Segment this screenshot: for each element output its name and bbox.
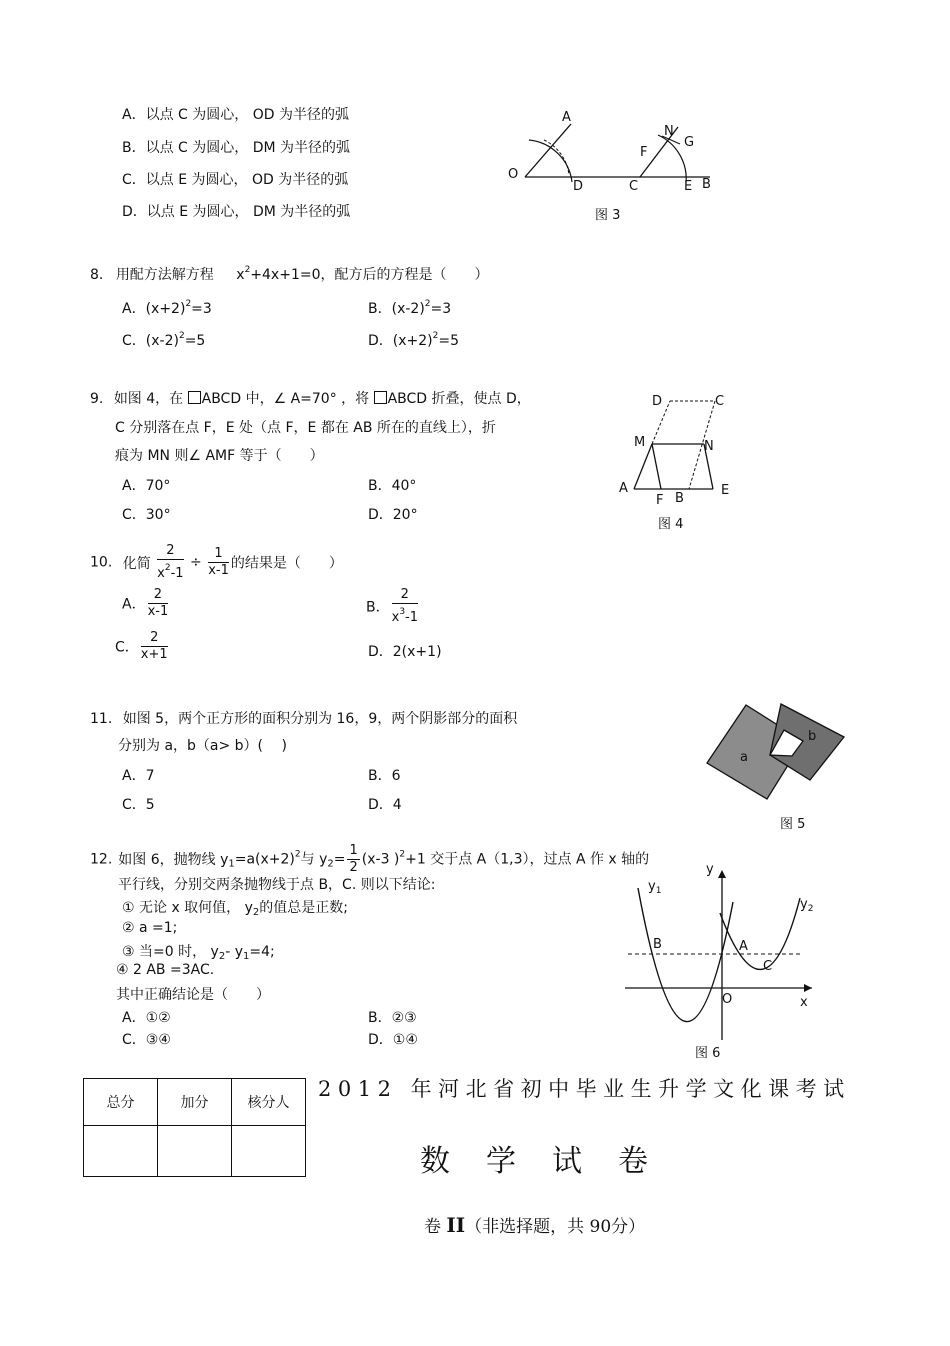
q8-eq-rest: +4x+1=0，配方后的方程是（ ）: [250, 267, 489, 283]
q8-option-c: C．$(x-2)^2=5$: [122, 331, 206, 349]
q10-stem: 10. 化简 $\frac{2}{x^2-1}$ ÷ $\frac{1}{x-1}$ 的结果是（ ）: [90, 543, 343, 581]
q8-option-b: B．$(x-2)^2=3$: [368, 299, 452, 317]
score-cell-checker: [232, 1126, 306, 1177]
score-header-checker: 核分人: [232, 1079, 306, 1126]
q8-number: 8.: [90, 267, 104, 283]
fig6-label-x-axis: x: [800, 995, 808, 1010]
q7-option-d: D．以点 E 为圆心， DM 为半径的弧: [122, 204, 351, 220]
q11-line-1: 11. 如图 5，两个正方形的面积分别为 16，9，两个阴影部分的面积: [90, 711, 518, 727]
q12-ask: 其中正确结论是（ ）: [116, 987, 270, 1003]
q10-option-a: A． $\frac{2}{x-1}$: [122, 587, 169, 619]
q11-option-a: A．7: [122, 768, 155, 784]
q12-line-1: 12. 如图 6，抛物线 $y_1=a(x+2)^2$与 $y_2=$ $\frac{1}{2}$ (x-3 )$^2$+1 交于点 A（1,3），过点 A 作 x 轴的: [90, 843, 650, 875]
fig3-label-a: A: [562, 110, 571, 125]
fig3-label-e: E: [684, 179, 693, 194]
q10-fraction-2: $\frac{1}{x-1}$: [208, 546, 229, 578]
q12-conclusion-4: ④ 2 AB =3AC.: [116, 962, 215, 978]
fig3-label-b: B: [702, 177, 711, 192]
q12-fraction: $\frac{1}{2}$: [349, 843, 358, 875]
fig6-label-y2: $y_2$: [800, 897, 814, 914]
fig4-label-m: M: [634, 435, 646, 450]
fig4-label-c: C: [715, 394, 725, 409]
fig3-label-n: N: [664, 124, 674, 139]
fig6-label-y-axis: y: [706, 862, 714, 877]
q12-option-c: C．③④: [122, 1032, 171, 1048]
q8-option-a: A．$(x+2)^2=3$: [122, 299, 212, 317]
fig4-label-e: E: [721, 483, 730, 498]
exam-subject: 数学试卷: [420, 1144, 684, 1179]
q9-line-3: 痕为 MN 则∠ AMF 等于（ ）: [115, 448, 324, 464]
score-header-bonus: 加分: [158, 1079, 232, 1126]
q8-eq-base: x: [236, 267, 245, 283]
fig4-caption: 图 4: [658, 517, 684, 532]
exam-title: 2012 年河北省初中毕业生升学文化课考试: [318, 1077, 851, 1101]
fig6-caption: 图 6: [695, 1046, 721, 1061]
exam-part-desc: （非选择题，共 90分）: [465, 1217, 646, 1237]
q12-number: 12.: [90, 851, 113, 868]
divide-sign: ÷: [190, 554, 202, 571]
fig3-label-g: G: [684, 135, 695, 150]
q11-option-c: C．5: [122, 797, 155, 813]
q11-line-2: 分别为 a，b（a> b）( ): [118, 738, 287, 754]
score-cell-total: [84, 1126, 158, 1177]
figure-4: [612, 388, 742, 538]
score-header-total: 总分: [84, 1079, 158, 1126]
q11-number: 11.: [90, 711, 113, 727]
q8-eq-exp: 2: [244, 265, 251, 275]
figure-6: [620, 858, 820, 1068]
q12-conclusion-3: ③ 当=0 时， $y_2-$ $y_1=4$;: [122, 944, 275, 962]
fig5-label-a: a: [740, 750, 748, 765]
figure-3: [500, 100, 730, 230]
parallelogram-icon: [374, 391, 387, 404]
fig3-label-d: D: [573, 179, 584, 194]
score-cell-bonus: [158, 1126, 232, 1177]
exam-part: [424, 1212, 645, 1237]
q9-number: 9.: [90, 391, 104, 407]
fig4-label-b: B: [675, 491, 684, 506]
score-table: [83, 1078, 306, 1177]
fig4-label-d: D: [652, 394, 663, 409]
fig6-parabola-y1: [638, 888, 733, 1022]
fig6-label-c: C: [763, 959, 773, 974]
q9-option-a: A．70°: [122, 478, 171, 494]
q9-option-d: D．20°: [368, 507, 418, 523]
q12-line-2: 平行线，分别交两条抛物线于点 B，C. 则以下结论:: [118, 877, 436, 893]
fig4-label-n: N: [704, 439, 714, 454]
q9-option-c: C．30°: [122, 507, 171, 523]
q7-option-a: A．以点 C 为圆心， OD 为半径的弧: [122, 107, 349, 123]
fig5-label-b: b: [808, 729, 817, 744]
q9-line-1: 9. 如图 4，在 ABCD 中，∠ A=70° ，将 ABCD 折叠，使点 D，: [90, 391, 531, 407]
q10-option-c: C． $\frac{2}{x+1}$: [115, 630, 168, 662]
exam-part-number: II: [446, 1213, 466, 1237]
q9-option-b: B．40°: [368, 478, 417, 494]
q12-option-d: D．①④: [368, 1032, 418, 1048]
fig6-label-o: O: [722, 992, 733, 1007]
fig3-caption: 图 3: [595, 208, 621, 223]
fig4-label-a: A: [619, 481, 628, 496]
fig6-label-b: B: [653, 937, 662, 952]
q12-option-a: A．①②: [122, 1010, 171, 1026]
fig3-label-f: F: [640, 145, 648, 160]
q12-conclusion-2: ② a =1;: [122, 920, 178, 936]
q10-option-b: B． $\frac{2}{x^3-1}$: [366, 587, 419, 625]
fig3-label-o: O: [508, 167, 519, 182]
parallelogram-icon: [188, 391, 201, 404]
q12-option-b: B．②③: [368, 1010, 417, 1026]
exam-part-label: 卷: [424, 1217, 441, 1237]
fig6-label-y1: $y_1$: [648, 879, 662, 896]
q10-number: 10.: [90, 554, 113, 571]
fig4-label-f: F: [656, 493, 664, 508]
q12-conclusion-1: ① 无论 x 取何值， $y_2$的值总是正数;: [122, 900, 349, 918]
fig3-label-c: C: [629, 179, 639, 194]
q8-stem: [90, 264, 489, 284]
fig3-ray-oa: [525, 124, 571, 177]
q11-option-d: D．4: [368, 797, 402, 813]
q10-fraction-1: $\frac{2}{x^2-1}$: [157, 543, 184, 581]
q8-text: 用配方法解方程: [115, 267, 214, 283]
q7-option-b: B．以点 C 为圆心， DM 为半径的弧: [122, 140, 351, 156]
q9-line-2: C 分别落在点 F，E 处（点 F，E 都在 AB 所在的直线上），折: [115, 420, 496, 436]
fig5-caption: 图 5: [780, 817, 806, 832]
figure-5: [696, 700, 856, 840]
q10-option-d: D．2(x+1): [368, 644, 442, 660]
q8-option-d: D．$(x+2)^2=5$: [368, 331, 460, 349]
fig6-label-a: A: [739, 939, 748, 954]
q11-option-b: B．6: [368, 768, 401, 784]
fig3-arc-e: [658, 135, 686, 183]
q7-option-c: C．以点 E 为圆心， OD 为半径的弧: [122, 172, 349, 188]
